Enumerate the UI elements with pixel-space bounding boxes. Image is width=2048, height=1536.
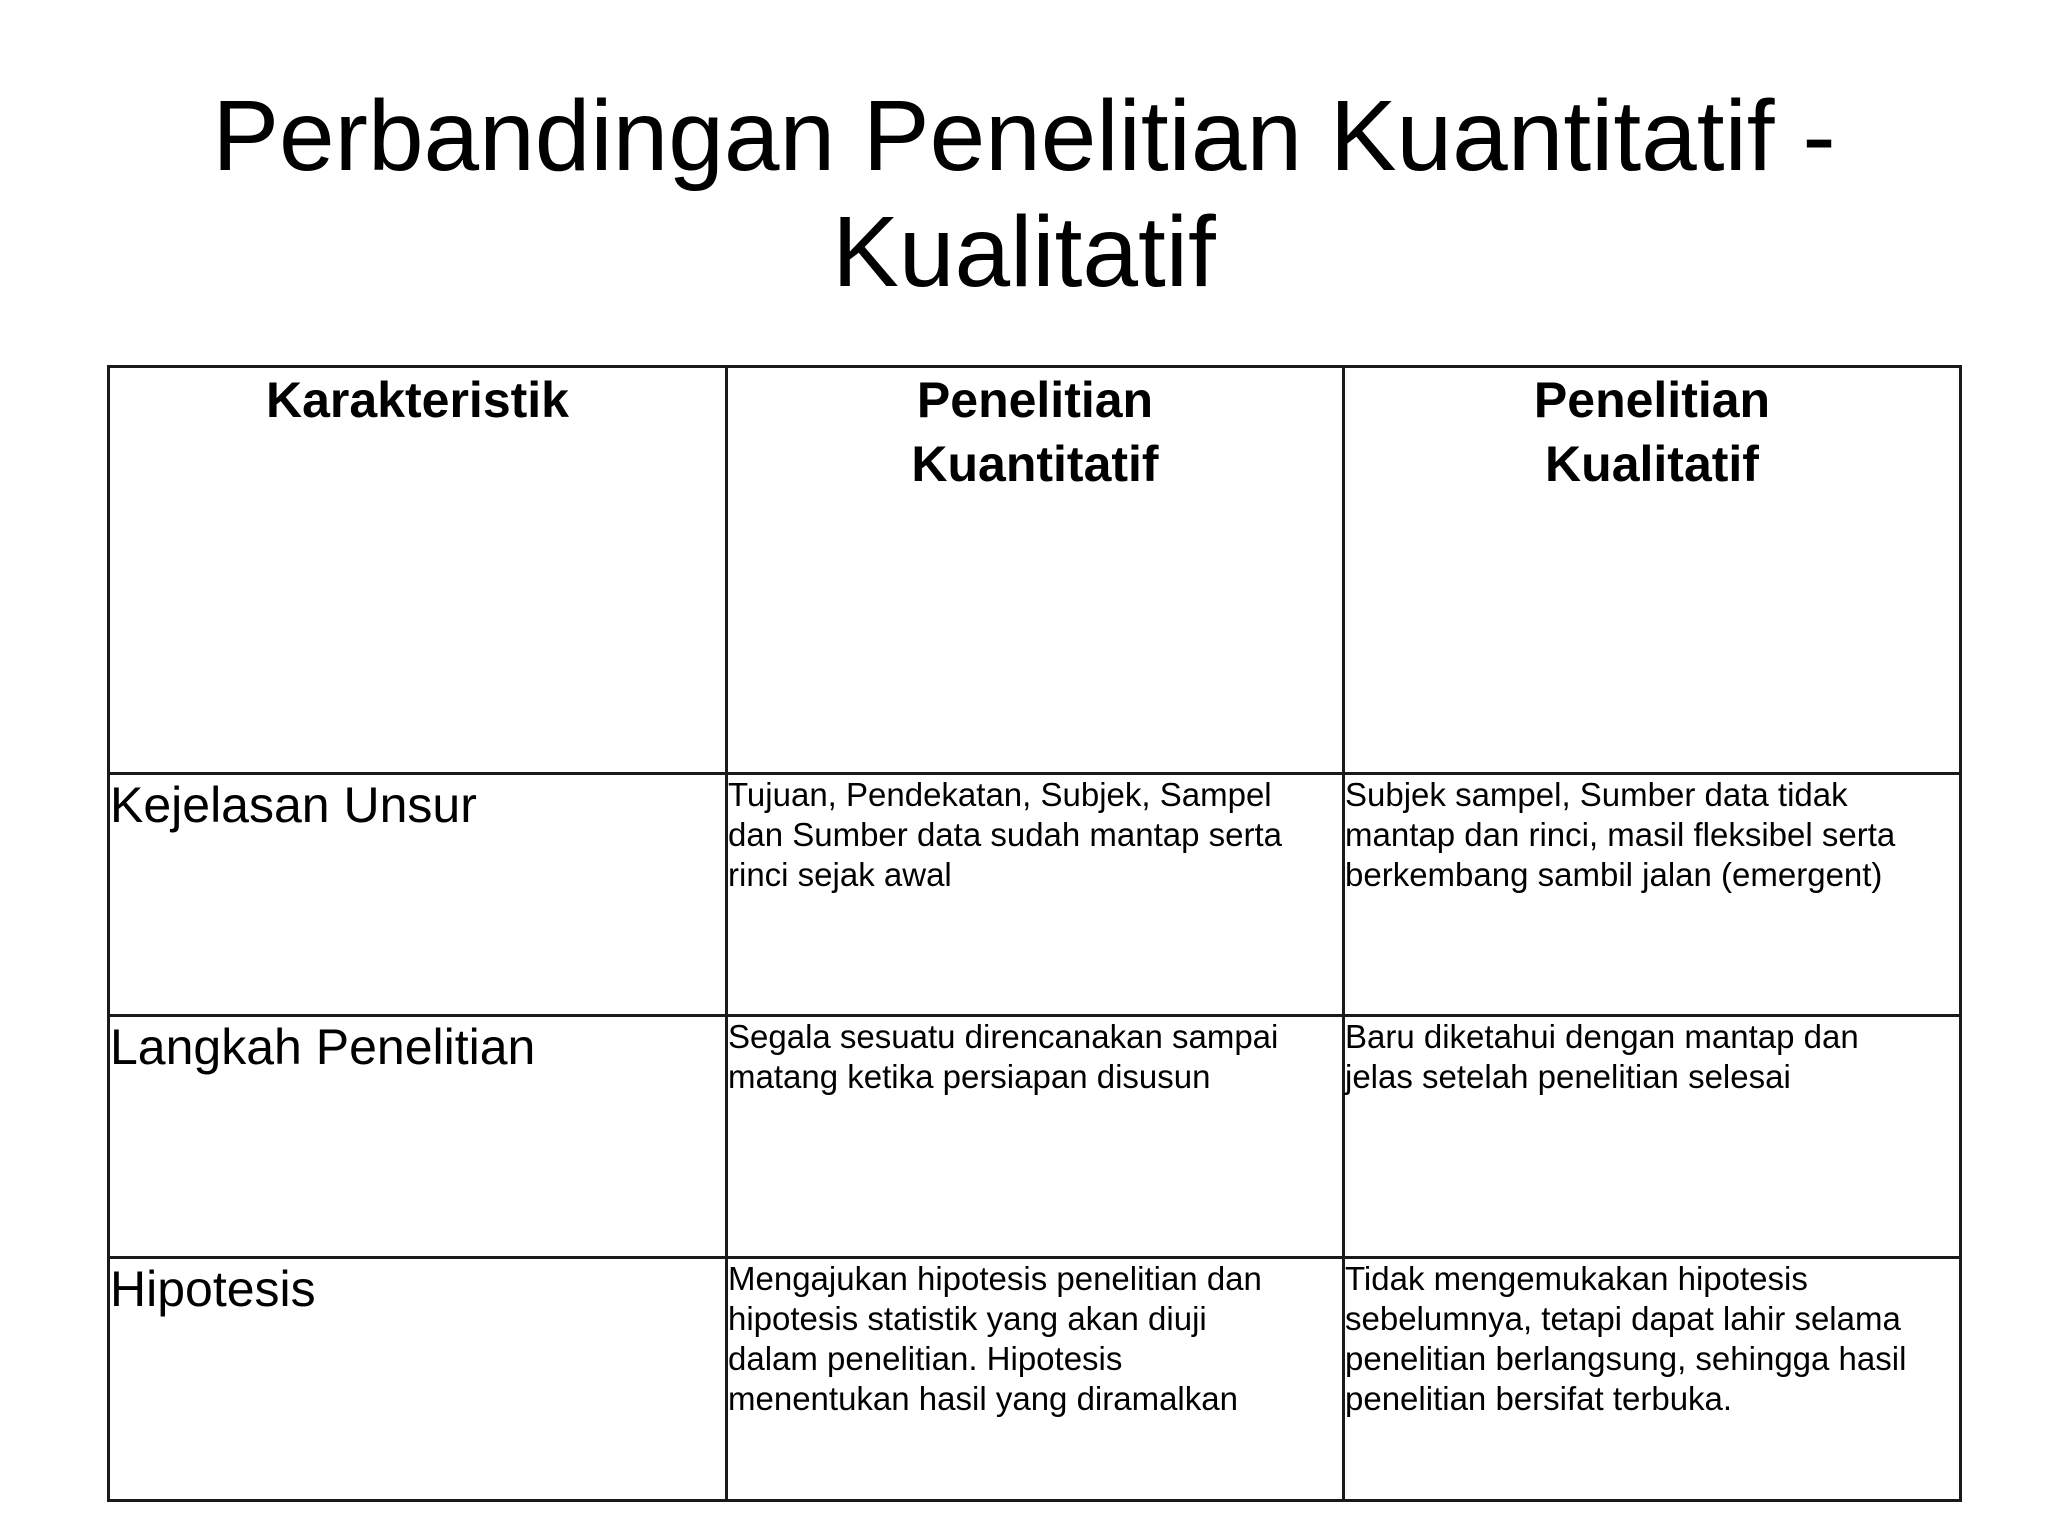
table-row [109,1016,1961,1258]
header-line: Kualitatif [1545,436,1759,492]
row-label: Hipotesis [109,1258,727,1501]
header-line: Penelitian [1533,372,1771,428]
cell-line: penelitian berlangsung, sehingga hasil [1345,1340,1907,1377]
cell-line: Segala sesuatu direncanakan sampai [728,1018,1279,1055]
cell-line: Tujuan, Pendekatan, Subjek, Sampel [728,776,1272,813]
cell-line: sebelumnya, tetapi dapat lahir selama [1345,1300,1901,1337]
header-line: Penelitian [916,372,1154,428]
cell-line: Mengajukan hipotesis penelitian dan [728,1260,1262,1297]
cell-line: jelas setelah penelitian selesai [1345,1058,1791,1095]
header-kualitatif [1344,367,1961,774]
cell-line: menentukan hasil yang diramalkan [728,1380,1238,1417]
cell-line: penelitian bersifat terbuka. [1345,1380,1733,1417]
cell-line: Subjek sampel, Sumber data tidak [1345,776,1848,813]
slide-title-line-2: Kualitatif [832,196,1216,308]
cell-line: Baru diketahui dengan mantap dan [1345,1018,1859,1055]
header-line: Kuantitatif [911,436,1159,492]
kualitatif-cell [1344,774,1961,1016]
cell-line: berkembang sambil jalan (emergent) [1345,856,1883,893]
cell-line: mantap dan rinci, masil fleksibel serta [1345,816,1896,853]
table-row [109,774,1961,1016]
cell-line: rinci sejak awal [728,856,952,893]
slide-title-line-1: Perbandingan Penelitian Kuantitatif - [212,80,1836,192]
kuantitatif-cell [727,774,1344,1016]
row-label: Langkah Penelitian [109,1016,727,1258]
header-kuantitatif [727,367,1344,774]
kuantitatif-cell [727,1016,1344,1258]
comparison-table [107,365,1962,1502]
row-label: Kejelasan Unsur [109,774,727,1016]
kualitatif-cell [1344,1016,1961,1258]
cell-line: hipotesis statistik yang akan diuji [728,1300,1207,1337]
header-karakteristik [109,367,727,774]
table-header-row [109,367,1961,774]
cell-line: dan Sumber data sudah mantap serta [728,816,1283,853]
cell-line: Tidak mengemukakan hipotesis [1345,1260,1808,1297]
slide-title [0,78,2048,310]
header-line: Karakteristik [266,372,569,428]
kuantitatif-cell [727,1258,1344,1501]
table-row [109,1258,1961,1501]
kualitatif-cell [1344,1258,1961,1501]
cell-line: matang ketika persiapan disusun [728,1058,1211,1095]
cell-line: dalam penelitian. Hipotesis [728,1340,1123,1377]
